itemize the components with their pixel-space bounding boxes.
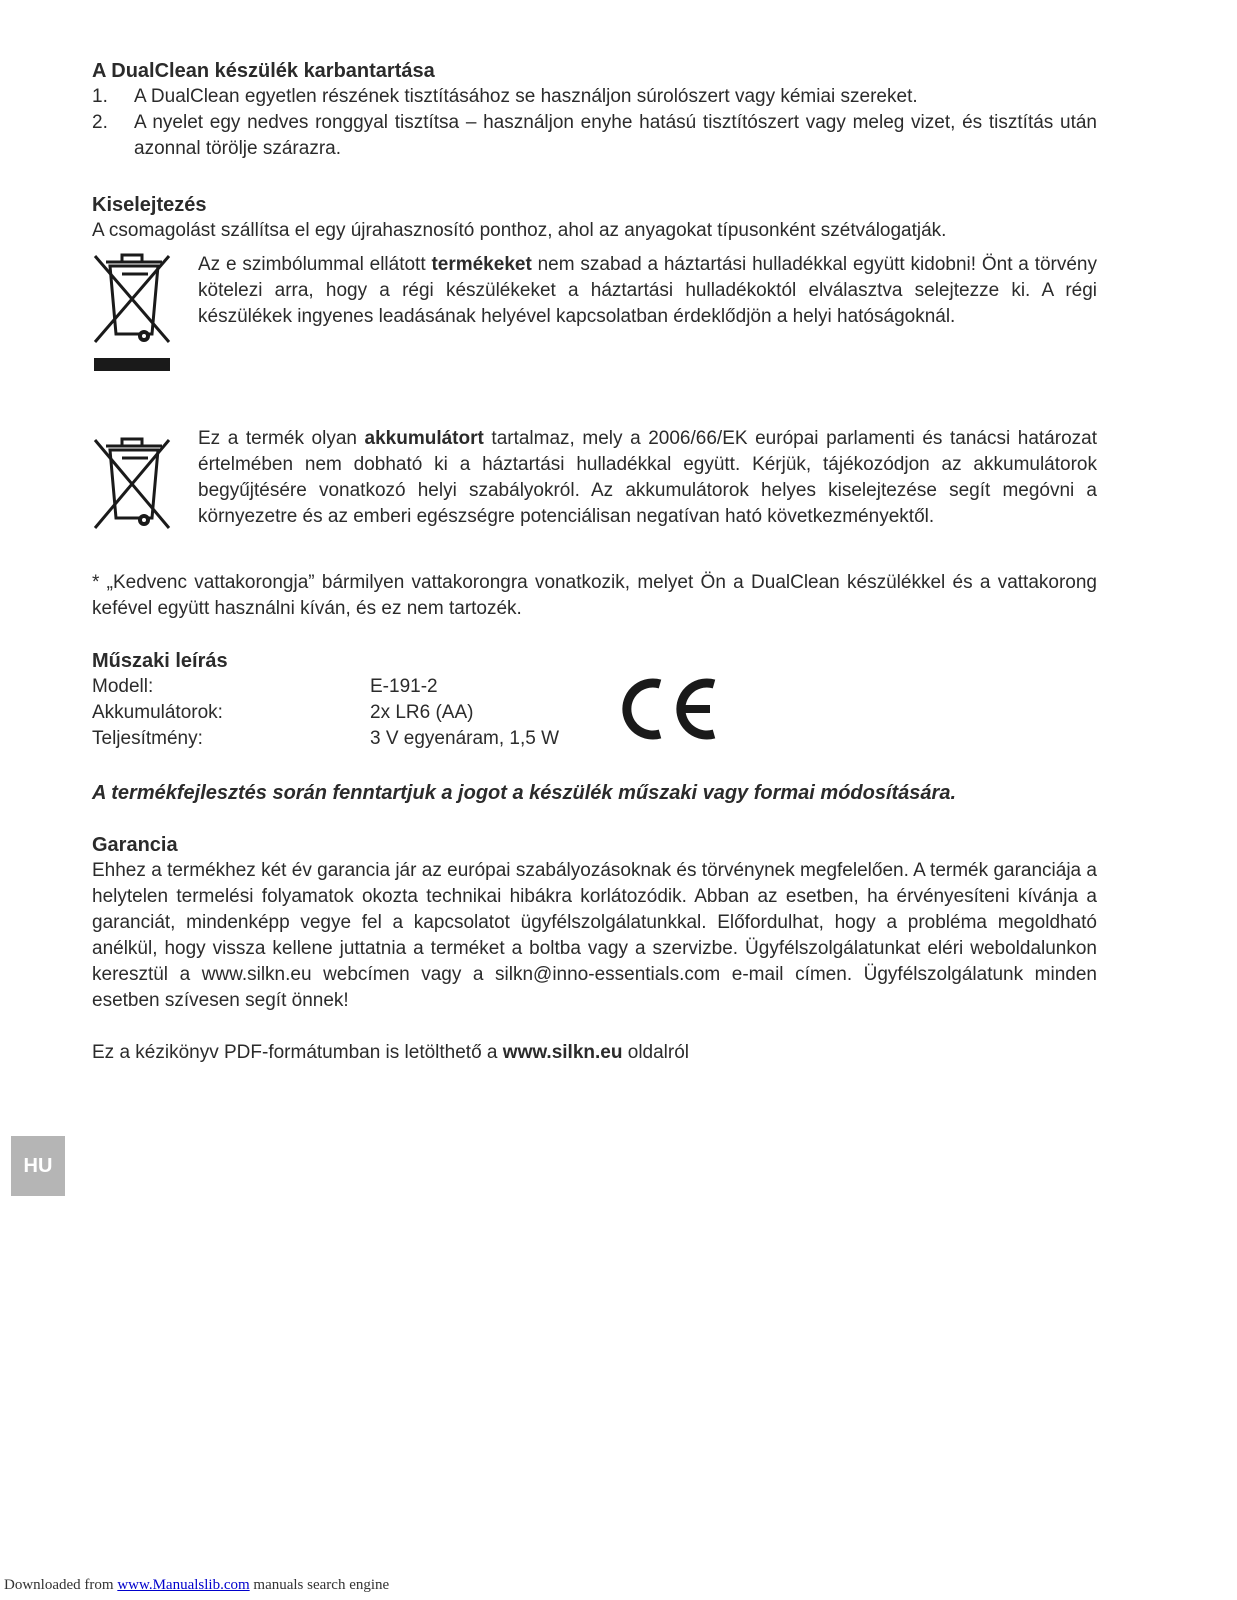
pdf-note: Ez a kézikönyv PDF-formátumban is letölthető a www.silkn.eu oldalról (92, 1042, 690, 1063)
document-body (92, 58, 1097, 1066)
spec-label: Akkumulátorok: (92, 702, 223, 723)
battery-notice (92, 426, 1097, 542)
language-tab: HU (11, 1136, 65, 1196)
maintenance-heading: A DualClean készülék karbantartása (92, 60, 435, 82)
specs-heading: Műszaki leírás (92, 650, 228, 672)
warranty-heading: Garancia (92, 834, 178, 856)
spec-value: 2x LR6 (AA) (370, 702, 474, 723)
specs-table (92, 674, 1097, 752)
crossed-out-bin-battery-icon (92, 426, 198, 542)
disposal-section (92, 192, 1097, 542)
list-text: A nyelet egy nedves ronggyal tisztítsa – használjon enyhe hatású tisztítószert vagy meleg vizet, és tisztítás után azonnal törölje szárazra. (134, 112, 1097, 159)
battery-text: Ez a termék olyan akkumulátort tartalmaz, mely a 2006/66/EK európai parlamenti és tanácsi határozat értelmében nem dobható ki a háztartási hulladékkal együtt. Kérjük, tájékozódjon az akkumulátorok begyűjtésére vonatkozó helyi szabályokról. Az akkumulátorok helyes kiselejtezése segít megóvni a környezetre és az emberi egészségre potenciálisan negatívan ható következményektől. (198, 428, 1097, 527)
spec-value: 3 V egyenáram, 1,5 W (370, 728, 560, 749)
warranty-text: Ehhez a termékhez két év garancia jár az európai szabályozásoknak és törvénynek megfelelően. A termék garanciája a helytelen termelési folyamatok okozta technikai hibákra korlátozódik. Abban az esetben, ha érvényesíteni kívánja a garanciát, mindenképp vegye fel a kapcsolatot ügyfélszolgálatunkkal. Előfordulhat, hogy a probléma megoldható anélkül, hogy vissza kellene juttatnia a terméket a boltba vagy a szervizbe. Ügyfélszolgálatunkat eléri weboldalunkon keresztül a www.silkn.eu webcímen vagy a silkn@inno-essentials.com e-mail címen. Ügyfélszolgálatunk minden esetben szívesen segít önnek! (92, 860, 1097, 1011)
spec-label: Teljesítmény: (92, 728, 203, 749)
footnote: * „Kedvenc vattakorongja” bármilyen vattakorongra vonatkozik, melyet Ön a DualClean készülékkel és a vattakorong kefével együtt használni kíván, és ez nem tartozék. (92, 572, 1097, 619)
spec-label: Modell: (92, 676, 154, 697)
disposal-text: A csomagolást szállítsa el egy újrahasznosító ponthoz, ahol az anyagokat típusonként szétválogatják. (92, 220, 947, 241)
list-item (92, 110, 1097, 162)
specs-section (92, 648, 1097, 752)
ce-mark-icon (620, 676, 720, 742)
weee-text: Az e szimbólummal ellátott termékeket nem szabad a háztartási hulladékkal együtt kidobni! Önt a törvény kötelezi arra, hogy a régi készülékeket a háztartási hulladékoktól elválasztva selejtezze ki. A régi készülékek ingyenes leadásának helyével kapcsolatban érdeklődjön a helyi hatóságoknál. (198, 254, 1097, 327)
download-footer: Downloaded from www.Manualslib.com manuals search engine (4, 1577, 390, 1593)
maintenance-section (92, 58, 1097, 162)
warranty-section (92, 832, 1097, 1014)
weee-notice (92, 252, 1097, 382)
list-number: 2. (92, 112, 108, 133)
list-text: A DualClean egyetlen részének tisztításához se használjon súrolószert vagy kémiai szereket. (134, 86, 918, 107)
disposal-heading: Kiselejtezés (92, 194, 207, 216)
spec-value: E-191-2 (370, 676, 438, 697)
crossed-out-wheelie-bin-icon (92, 252, 198, 382)
list-item (92, 84, 1097, 110)
modification-note: A termékfejlesztés során fenntartjuk a jogot a készülék műszaki vagy formai módosítására. (92, 782, 957, 804)
list-number: 1. (92, 86, 108, 107)
manualslib-link[interactable]: www.Manualslib.com (117, 1577, 250, 1593)
